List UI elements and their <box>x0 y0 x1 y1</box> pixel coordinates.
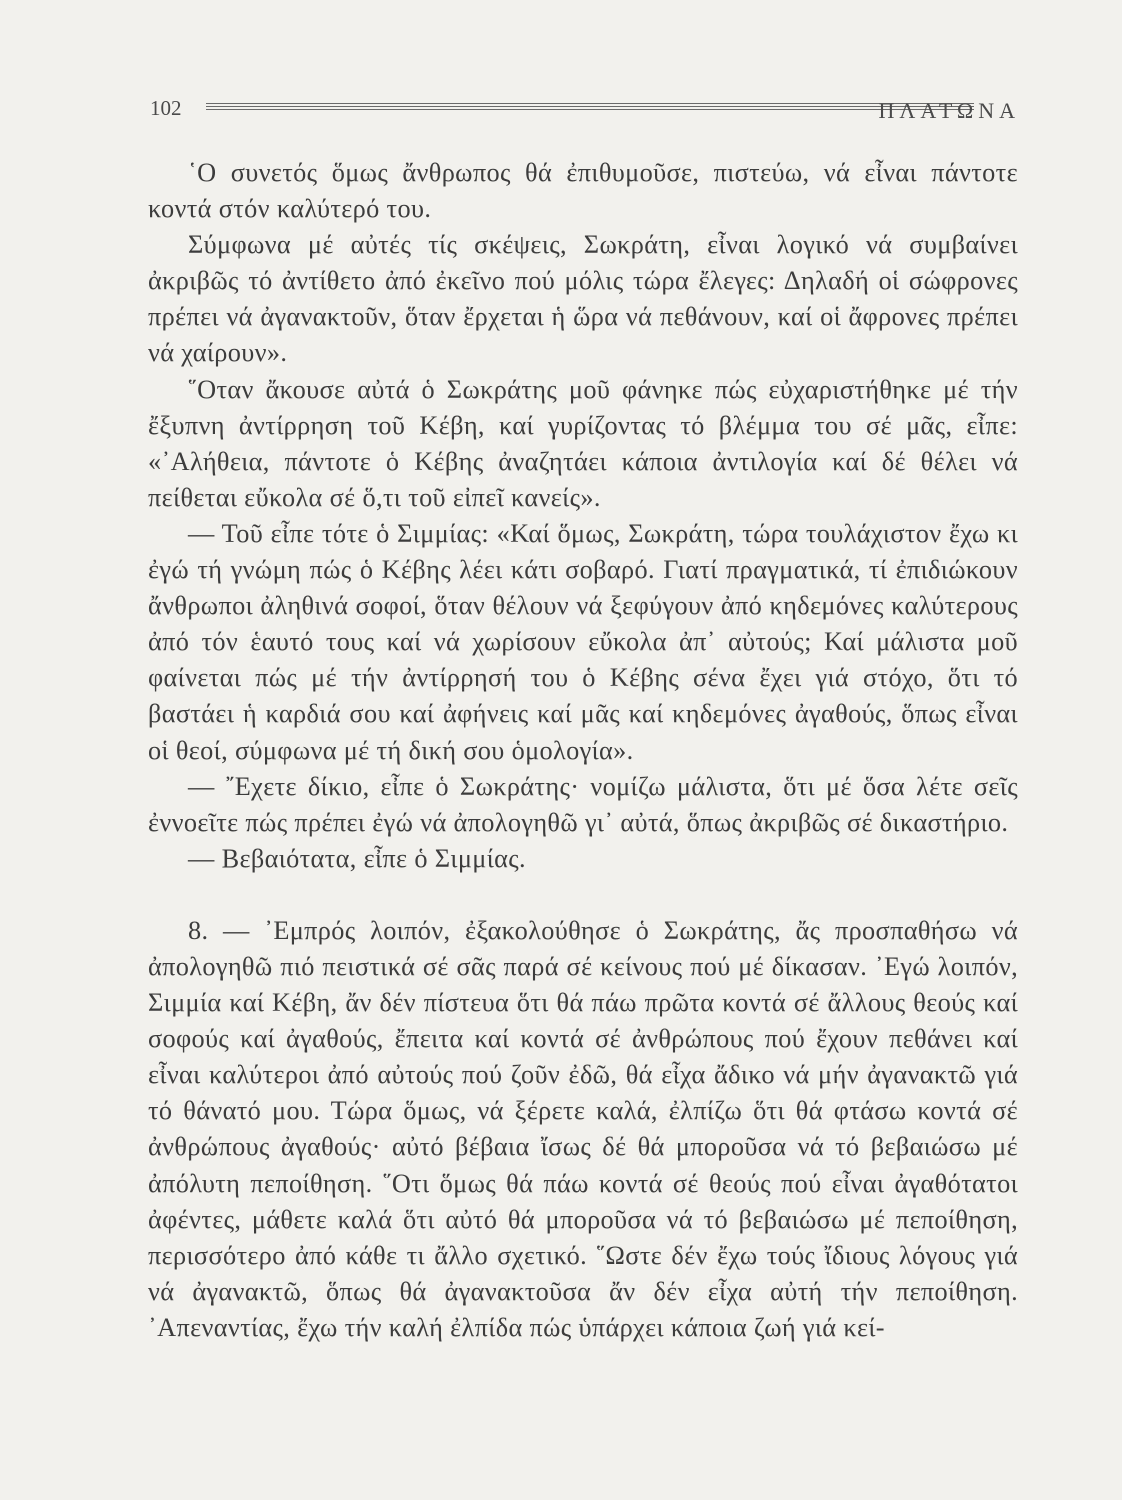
paragraph: ῞Οταν ἄκουσε αὐτά ὁ Σωκράτης μοῦ φάνηκε πώς εὐχαριστήθηκε μέ τήν ἔξυπνη ἀντίρρηση τοῦ Κέβη, καί γυρίζοντας τό βλέμμα του σέ μᾶς, εἶπε: «᾿Αλήθεια, πάντοτε ὁ Κέβης ἀναζητάει κάποια ἀντιλογία καί δέ θέλει νά πείθεται εὔκολα σέ ὅ,τι τοῦ εἰπεῖ κανείς». <box>148 374 1018 512</box>
page-header <box>150 96 1020 126</box>
paragraph: — ῎Εχετε δίκιο, εἶπε ὁ Σωκράτης· νομίζω μάλιστα, ὅτι μέ ὅσα λέτε σεῖς ἐννοεῖτε πώς πρέπει ἐγώ νά ἀπολογηθῶ γι᾿ αὐτά, ὅπως ἀκριβῶς σέ δικαστήριο. <box>148 771 1018 837</box>
paragraph: Σύμφωνα μέ αὐτές τίς σκέψεις, Σωκράτη, εἶναι λογικό νά συμβαίνει ἀκριβῶς τό ἀντίθετο ἀπό ἐκεῖνο πού μόλις τώρα ἔλεγες: Δηλαδή οἱ σώφρονες πρέπει νά ἀγανακτοῦν, ὅταν ἔρχεται ἡ ὥρα νά πεθάνουν, καί οἱ ἄφρονες πρέπει νά χαίρουν». <box>148 230 1018 368</box>
page-number: 102 <box>150 96 182 120</box>
body-text <box>148 155 1018 1346</box>
section-8-paragraph: 8. — ᾿Εμπρός λοιπόν, ἐξακολούθησε ὁ Σωκράτης, ἄς προσπαθήσω νά ἀπολογηθῶ πιό πειστικά σέ σᾶς παρά σέ κείνους πού μέ δίκασαν. ᾿Εγώ λοιπόν, Σιμμία καί Κέβη, ἄν δέν πίστευα ὅτι θά πάω πρῶτα κοντά σέ ἄλλους θεούς καί σοφούς καί ἀγαθούς, ἔπειτα καί κοντά σέ ἀνθρώπους πού ἔχουν πεθάνει καί εἶναι καλύτεροι ἀπό αὐτούς πού ζοῦν ἐδῶ, θά εἶχα ἄδικο νά μήν ἀγανακτῶ γιά τό θάνατό μου. Τώρα ὅμως, νά ξέρετε καλά, ἐλπίζω ὅτι θά φτάσω κοντά σέ ἀνθρώπους ἀγαθούς· αὐτό βέβαια ἴσως δέ θά μποροῦσα νά τό βεβαιώσω μέ ἀπόλυτη πεποίθηση. ῞Οτι ὅμως θά πάω κοντά σέ θεούς πού εἶναι ἀγαθότατοι ἀφέντες, μάθετε καλά ὅτι αὐτό θά μποροῦσα νά τό βεβαιώσω μέ πεποίθηση, περισσότερο ἀπό κάθε τι ἄλλο σχετικό. ῞Ωστε δέν ἔχω τούς ἴδιους λόγους γιά νά ἀγανακτῶ, ὅπως θά ἀγανακτοῦσα ἄν δέν εἶχα αὐτή τήν πεποίθηση. ᾿Απεναντίας, ἔχω τήν καλή ἐλπίδα πώς ὑπάρχει κάποια ζωή γιά κεί- <box>148 915 1018 1342</box>
header-rule <box>206 103 974 113</box>
paragraph: ῾Ο συνετός ὅμως ἄνθρωπος θά ἐπιθυμοῦσε, πιστεύω, νά εἶναι πάντοτε κοντά στόν καλύτερό του. <box>148 158 1018 224</box>
paragraph: — Τοῦ εἶπε τότε ὁ Σιμμίας: «Καί ὅμως, Σωκράτη, τώρα τουλάχιστον ἔχω κι ἐγώ τή γνώμη πώς ὁ Κέβης λέει κάτι σοβαρό. Γιατί πραγματικά, τί ἐπιδιώκουν ἄνθρωποι ἀληθινά σοφοί, ὅταν θέλουν νά ξεφύγουν ἀπό κηδεμόνες καλύτερους ἀπό τόν ἑαυτό τους καί νά χωρίσουν εὔκολα ἀπ᾿ αὐτούς; Καί μάλιστα μοῦ φαίνεται πώς μέ τήν ἀντίρρησή του ὁ Κέβης σένα ἔχει γιά στόχο, ὅτι τό βαστάει ἡ καρδιά σου καί ἀφήνεις καί μᾶς καί κηδεμόνες ἀγαθούς, ὅπως εἶναι οἱ θεοί, σύμφωνα μέ τή δική σου ὁμολογία». <box>148 518 1018 765</box>
running-title: ΠΛΑΤΩΝΑ <box>878 98 1020 123</box>
paragraph: — Βεβαιότατα, εἶπε ὁ Σιμμίας. <box>188 843 526 873</box>
